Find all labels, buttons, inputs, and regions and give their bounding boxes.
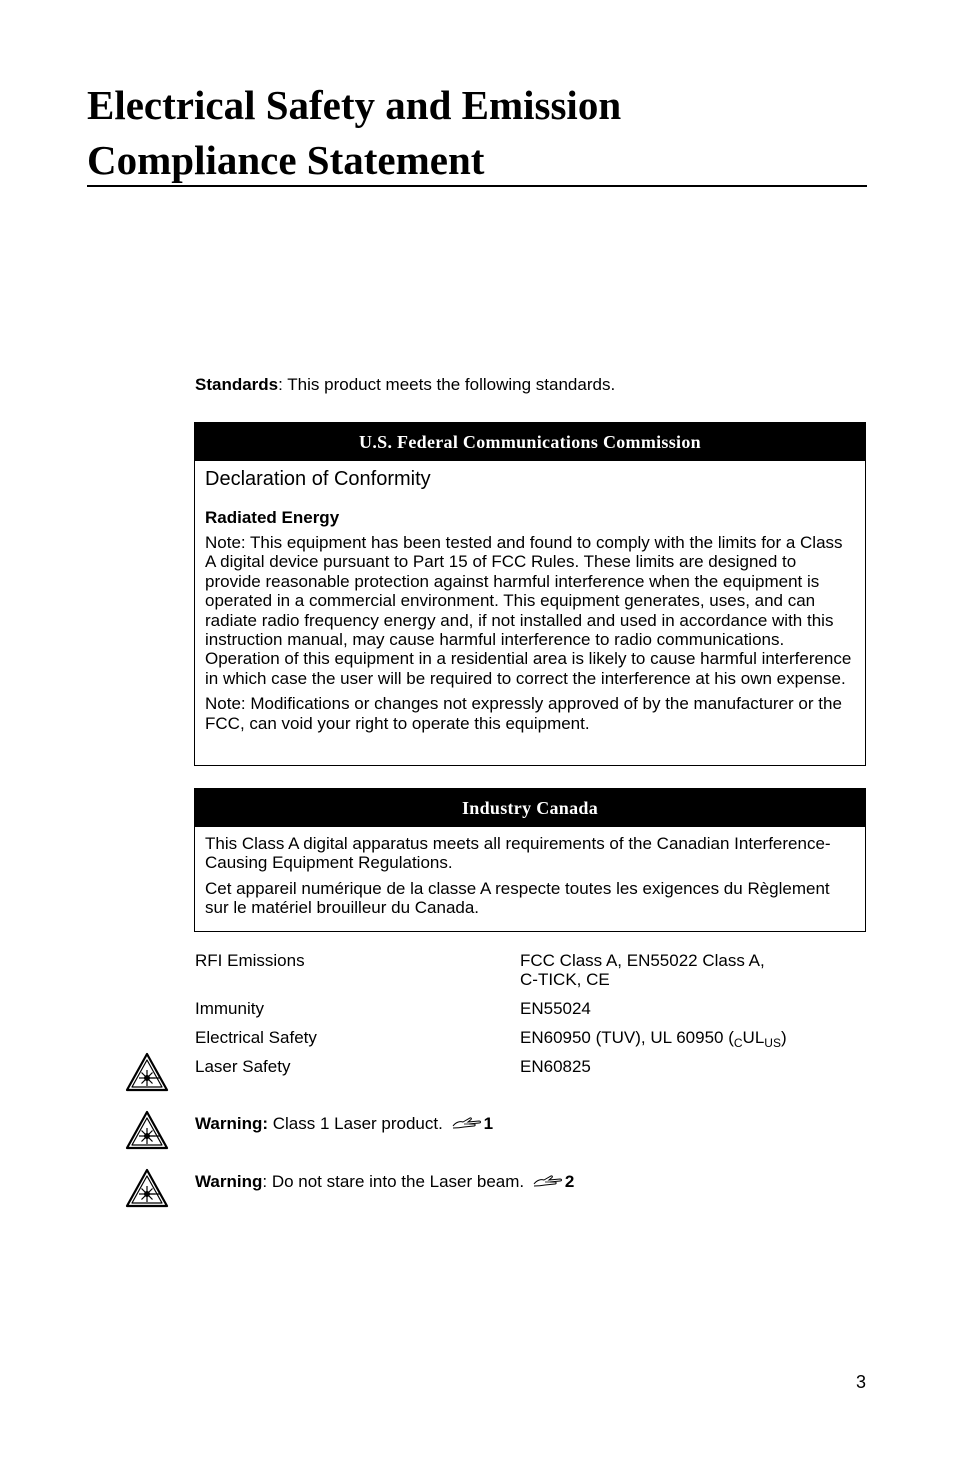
title-divider — [87, 185, 867, 187]
warning-label: Warning — [195, 1172, 263, 1191]
warning-reference: 1 — [483, 1114, 494, 1133]
spec-label: Immunity — [195, 999, 264, 1018]
spec-value: EN60825 — [520, 1057, 591, 1076]
laser-warning-icon — [125, 1168, 169, 1208]
fcc-radiated-energy-heading: Radiated Energy — [205, 508, 340, 527]
spec-label: Electrical Safety — [195, 1028, 317, 1047]
spec-value-line-1: FCC Class A, EN55022 Class A, — [520, 951, 765, 970]
warning-label: Warning: — [195, 1114, 269, 1133]
industry-canada-english: This Class A digital apparatus meets all requirements of the Canadian Interference-Causing Equipment Regulations. — [205, 834, 831, 873]
fcc-box — [194, 422, 866, 766]
laser-warning-icon — [125, 1110, 169, 1150]
warning-class1-laser — [195, 1114, 493, 1135]
spec-label: Laser Safety — [195, 1057, 291, 1076]
cul-subscript-us: US — [764, 1036, 781, 1050]
cul-mark: UL — [742, 1028, 765, 1047]
warning-text: : Do not stare into the Laser beam. — [262, 1172, 529, 1191]
industry-canada-box — [194, 788, 866, 932]
standards-intro — [195, 375, 615, 395]
page-number: 3 — [856, 1372, 867, 1392]
fcc-declaration-heading: Declaration of Conformity — [205, 468, 431, 490]
warning-text: Class 1 Laser product. — [268, 1114, 448, 1133]
warning-reference: 2 — [564, 1172, 575, 1191]
industry-canada-french: Cet appareil numérique de la classe A respecte toutes les exigences du Règlement sur le matériel brouilleur du Canada. — [205, 878, 830, 918]
spec-value: EN55024 — [520, 999, 591, 1018]
spec-value-line-2: C-TICK, CE — [520, 970, 610, 990]
fcc-note-1: Note: This equipment has been tested and found to comply with the limits for a Class A digital device pursuant to Part 15 of FCC Rules. These limits are designed to provide reasonable protection against harmful interference when the equipment is operated in a commercial environment. This equipment generates, uses, and can radiate radio frequency energy and, if not installed and used in accordance with this instruction manual, may cause harmful interference to radio communications. Operation of this equipment in a residential area is likely to cause harmful interference in which case the user will be required to correct the interference at his own expense. — [205, 533, 852, 688]
standards-label: Standards — [195, 375, 279, 394]
cul-subscript-c: C — [733, 1036, 743, 1050]
spec-value — [520, 951, 840, 990]
industry-canada-header: Industry Canada — [195, 789, 865, 827]
spec-label: RFI Emissions — [195, 951, 305, 970]
warning-stare-laser — [195, 1172, 574, 1193]
pointing-hand-icon — [533, 1173, 563, 1193]
spec-value-prefix: EN60950 (TUV), UL 60950 ( — [520, 1028, 734, 1047]
spec-value — [520, 1028, 840, 1053]
standards-text: : This product meets the following standards. — [278, 375, 616, 394]
fcc-header: U.S. Federal Communications Commission — [195, 423, 865, 461]
title-line-1: Electrical Safety and Emission — [87, 82, 622, 128]
page-title — [87, 78, 867, 188]
title-line-2: Compliance Statement — [87, 137, 485, 183]
laser-warning-icon — [125, 1052, 169, 1092]
pointing-hand-icon — [452, 1115, 482, 1135]
spec-value-suffix: ) — [780, 1028, 787, 1047]
fcc-note-2: Note: Modifications or changes not expressly approved of by the manufacturer or the FCC, can void your right to operate this equipment. — [205, 694, 842, 733]
